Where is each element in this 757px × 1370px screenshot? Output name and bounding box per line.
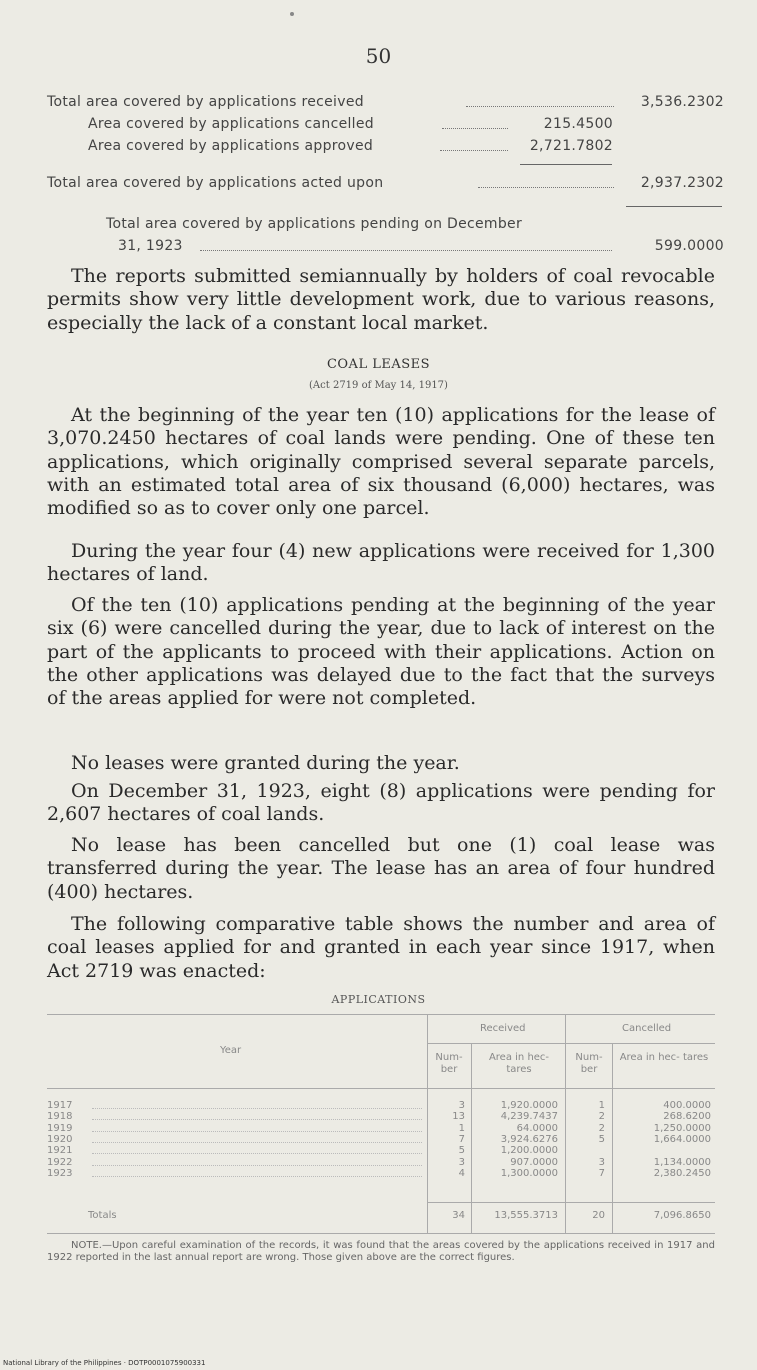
cell-received-number: 3 <box>458 1100 465 1111</box>
cell-cancelled-number: 2 <box>598 1111 605 1123</box>
cell-cancelled-number: 2 <box>598 1122 605 1134</box>
col-header-cancelled: Cancelled <box>622 1023 672 1034</box>
cell-year: 1917 <box>47 1100 73 1111</box>
cell-cancelled-number: 3 <box>598 1156 605 1168</box>
paragraph: At the beginning of the year ten (10) applications for the lease of 3,070.2450 hectares of coal lands were pending. One of these ten applications, which originally comprised several separate parcels, with an estimated total area of six thousand (6,000) hectares, was modified so as to cover only one parcel. <box>47 404 715 520</box>
table-note: NOTE.—Upon careful examination of the records, it was found that the areas covered by the applications received in 1917 and 1922 reported in the last annual report are wrong. Those given above are the correct figures. <box>47 1240 715 1263</box>
paragraph: No lease has been cancelled but one (1) coal lease was transferred during the year. The lease has an area of four hundred (400) hectares. <box>47 834 715 903</box>
leader-dots <box>92 1153 422 1154</box>
cell-cancelled-area: 268.6200 <box>663 1111 711 1123</box>
cell-year: 1921 <box>47 1145 73 1157</box>
cell-received-area: 64.0000 <box>516 1122 558 1134</box>
approved-value: 2,721.7802 <box>529 138 613 154</box>
paragraph: No leases were granted during the year. <box>71 752 460 774</box>
cell-cancelled-number: 5 <box>598 1133 605 1145</box>
table-title: APPLICATIONS <box>331 993 426 1006</box>
paragraph: Of the ten (10) applications pending at the beginning of the year six (6) were cancelled during the year, due to lack of interest on the part of the applicants to proceed with their applications. Action on the other applications was delayed due to the fact that the surveys of the areas applied for were not completed. <box>47 594 715 710</box>
paragraph: During the year four (4) new applications were received for 1,300 hectares of land. <box>47 540 715 586</box>
totals-received-area: 13,555.3713 <box>494 1210 558 1221</box>
cell-year: 1920 <box>47 1133 73 1145</box>
col-header-received-number: Num- ber <box>435 1052 463 1075</box>
leader-dots <box>92 1108 422 1109</box>
leader-dots <box>92 1131 422 1132</box>
acted-label: Total area covered by applications acted upon <box>47 175 384 191</box>
cell-year: 1922 <box>47 1156 73 1168</box>
cell-cancelled-number: 1 <box>598 1100 605 1111</box>
paragraph: The reports submitted semiannually by holders of coal revocable permits show very little development work, due to various reasons, especially the lack of a constant local market. <box>47 265 715 334</box>
cell-received-number: 5 <box>458 1145 465 1157</box>
pending-value: 599.0000 <box>654 238 724 254</box>
cell-year: 1919 <box>47 1122 73 1134</box>
leader-dots <box>92 1176 422 1177</box>
page-number: 50 <box>365 44 392 68</box>
totals-cancelled-area: 7,096.8650 <box>653 1210 711 1221</box>
section-subheading: (Act 2719 of May 14, 1917) <box>309 380 448 391</box>
cell-cancelled-area: 400.0000 <box>663 1100 711 1111</box>
totals-received-number: 34 <box>452 1210 465 1221</box>
cell-received-number: 13 <box>452 1111 465 1123</box>
cell-cancelled-area: 1,664.0000 <box>653 1133 711 1145</box>
pending-label-line1: Total area covered by applications pending on December <box>106 216 523 232</box>
cancelled-value: 215.4500 <box>543 116 613 132</box>
cell-year: 1918 <box>47 1111 73 1123</box>
section-heading: COAL LEASES <box>326 357 431 372</box>
pending-label-line2: 31, 1923 <box>118 238 183 254</box>
cell-cancelled-area: 1,250.0000 <box>653 1122 711 1134</box>
cell-received-area: 907.0000 <box>510 1156 558 1168</box>
paragraph: On December 31, 1923, eight (8) applications were pending for 2,607 hectares of coal lands. <box>47 780 715 826</box>
col-header-cancelled-number: Num- ber <box>575 1052 603 1075</box>
cell-received-area: 1,200.0000 <box>500 1145 558 1157</box>
scan-footer: National Library of the Philippines · DOTP0001075900331 <box>3 1359 206 1367</box>
cell-received-number: 3 <box>458 1156 465 1168</box>
col-header-received-area: Area in hec- tares <box>488 1052 550 1075</box>
table-top-rule <box>47 1014 715 1015</box>
totals-label: Totals <box>88 1210 117 1221</box>
total-received-label: Total area covered by applications received <box>47 94 364 110</box>
col-header-received: Received <box>480 1023 526 1034</box>
cell-received-area: 3,924.6276 <box>500 1133 558 1145</box>
cell-received-area: 4,239.7437 <box>500 1111 558 1123</box>
cell-cancelled-area: 1,134.0000 <box>653 1156 711 1168</box>
leader-dots <box>92 1165 422 1166</box>
totals-cancelled-number: 20 <box>592 1210 605 1221</box>
cell-received-area: 1,920.0000 <box>500 1100 558 1111</box>
cell-received-number: 4 <box>458 1167 465 1179</box>
cell-cancelled-number: 7 <box>598 1167 605 1179</box>
cancelled-label: Area covered by applications cancelled <box>88 116 374 132</box>
cell-received-area: 1,300.0000 <box>500 1167 558 1179</box>
cell-received-number: 7 <box>458 1133 465 1145</box>
leader-dots <box>92 1119 422 1120</box>
cell-received-number: 1 <box>458 1122 465 1134</box>
col-header-year: Year <box>220 1045 242 1056</box>
table-bottom-rule <box>47 1233 715 1234</box>
total-received-value: 3,536.2302 <box>640 94 724 110</box>
paragraph: The following comparative table shows the number and area of coal leases applied for and granted in each year since 1917, when Act 2719 was enacted: <box>47 913 715 982</box>
cell-year: 1923 <box>47 1167 73 1179</box>
leader-dots <box>92 1142 422 1143</box>
cell-cancelled-area: 2,380.2450 <box>653 1167 711 1179</box>
col-header-cancelled-area: Area in hec- tares <box>619 1052 709 1063</box>
header-bottom-rule <box>47 1088 715 1089</box>
acted-value: 2,937.2302 <box>640 175 724 191</box>
approved-label: Area covered by applications approved <box>88 138 374 154</box>
